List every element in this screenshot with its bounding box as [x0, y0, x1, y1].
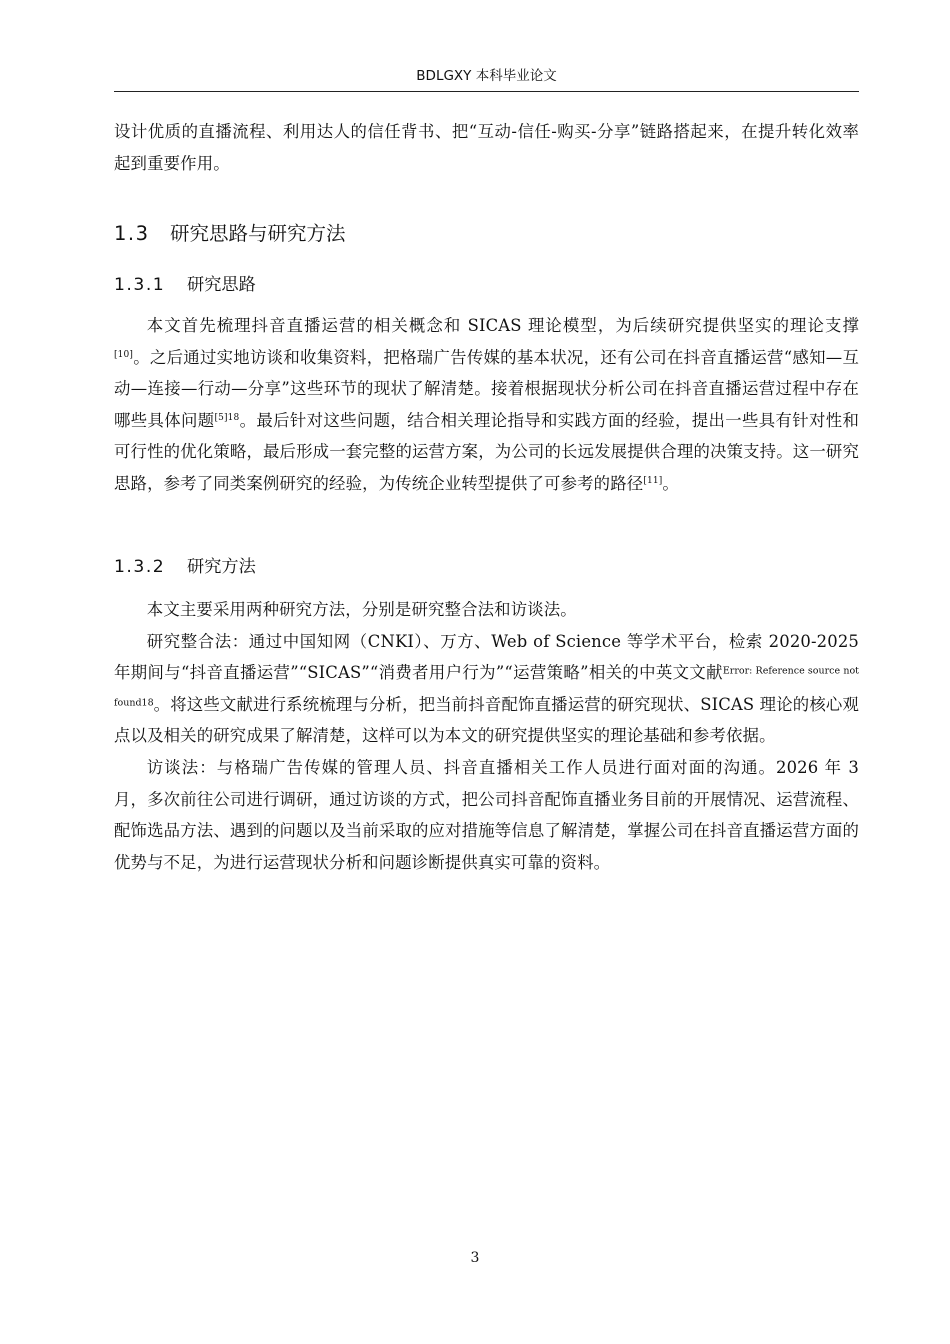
citation-ref: [10] [114, 349, 134, 360]
interview-method-paragraph: 访谈法：与格瑞广告传媒的管理人员、抖音直播相关工作人员进行面对面的沟通。2026 年 3 月，多次前往公司进行调研，通过访谈的方式，把公司抖音配饰直播业务目前的开展情况、运营流程、配饰选品方法、遇到的问题以及当前采取的应对措施等信息了解清楚，掌握公司在抖音直播运营方面的优势与不足，为进行运营现状分析和问题诊断提供真实可靠的资料。 [114, 757, 859, 872]
paragraph-text: 。之后通过实地访谈和收集资料，把格瑞广告传媒的基本状况，还有公司在抖音直播运营“感知—互动—连接—行动—分享”这些环节的现状了解清楚。接着根据现状分析公司在抖音直播运营过程中存在哪些具体问题 [114, 347, 859, 430]
section-title: 研究思路与研究方法 [170, 222, 346, 245]
literature-method-paragraph [114, 626, 859, 752]
section-heading-1-3-1 [114, 272, 256, 298]
page-number: 3 [470, 1250, 480, 1266]
page-header [114, 66, 859, 92]
reference-error-text: Error: Reference source not found18 [114, 665, 859, 709]
paragraph-text: 本文首先梳理抖音直播运营的相关概念和 SICAS 理论模型，为后续研究提供坚实的理论支撑 [146, 316, 859, 335]
subsection-number: 1.3.2 [114, 557, 166, 577]
paragraph-text: 。将这些文献进行系统梳理与分析，把当前抖音配饰直播运营的研究现状、SICAS 理论的核心观点以及相关的研究成果了解清楚，这样可以为本文的研究提供坚实的理论基础和参考依据。 [114, 694, 859, 746]
subsection-title: 研究方法 [187, 557, 256, 577]
paragraph-text: 。 [662, 473, 679, 493]
header-title: BDLGXY 本科毕业论文 [416, 68, 557, 84]
paragraph-text: 研究整合法：通过中国知网（CNKI）、万方、Web of Science 等学术平台，检索 2020-2025 年期间与“抖音直播运营”“SICAS”“消费者用户行为”“运营策略”相关的中英文文献 [114, 631, 859, 683]
section-heading-1-3 [114, 220, 346, 248]
research-methods-section [114, 594, 859, 878]
subsection-number: 1.3.1 [114, 275, 166, 295]
research-approach-section [114, 310, 859, 500]
citation-ref: [5]18 [214, 412, 240, 423]
citation-ref: [11] [643, 476, 663, 487]
subsection-title: 研究思路 [187, 275, 256, 295]
intro-paragraph [114, 116, 859, 179]
methods-intro-paragraph: 本文主要采用两种研究方法，分别是研究整合法和访谈法。 [146, 600, 577, 619]
intro-text: 设计优质的直播流程、利用达人的信任背书、把“互动-信任-购买-分享”链路搭起来，在提升转化效率起到重要作用。 [114, 122, 859, 173]
research-approach-paragraph [114, 310, 859, 500]
section-number: 1.3 [114, 222, 150, 245]
paragraph-text: 。最后针对这些问题，结合相关理论指导和实践方面的经验，提出一些具有针对性和可行性的优化策略，最后形成一套完整的运营方案，为公司的长远发展提供合理的决策支持。这一研究思路，参考了同类案例研究的经验，为传统企业转型提供了可参考的路径 [114, 410, 859, 493]
section-heading-1-3-2 [114, 554, 256, 580]
